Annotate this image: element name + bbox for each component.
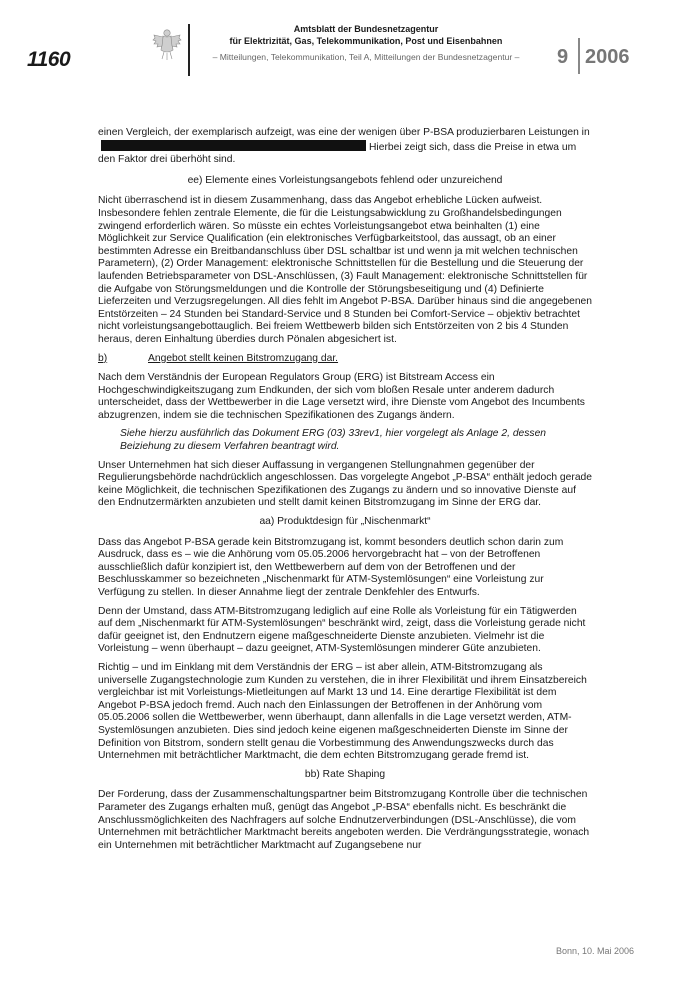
paragraph-atm-bitstream: Denn der Umstand, dass ATM-Bitstromzugang lediglich auf eine Rolle als Vorleistung für ein Tätigwerden auf dem „Nischenmarkt für ATM-Systemlösungen“ beschränkt wird, zeigt, dass die Vorleistung gerade nicht dafür geeignet ist, den Endnutzern eigene maßgeschneiderte Dienste anzubieten. Vielmehr ist die Vorleistung – wenn überhaupt – dazu geeignet, ATM-Systemlösungen minderer Güte anzubieten.	[98, 605, 586, 655]
section-label: b)	[98, 352, 108, 364]
paragraph-text: einen Vergleich, der exemplarisch aufzeigt, was eine der wenigen über P-BSA produzierbaren Leistungen in	[98, 127, 590, 138]
issue-divider	[578, 38, 580, 74]
paragraph-rate-shaping: Der Forderung, dass der Zusammenschaltungspartner beim Bitstromzugang Kontrolle über die technischen Parameter des Zugangs erhalten muß, genügt das Angebot „P-BSA“ ebenfalls nicht. Es beschränkt die Anschlussmöglichkeiten des Nachfragers auf solche Endnutzerverbindungen (DSL-Anschlüsse), die vom Unternehmen mit beträchtlicher Marktmacht bereits angeboten werden. Die Verdrängungsstrategie, wonach ein Unternehmen mit beträchtlicher Marktmacht auf Zugangsebene nur	[98, 789, 590, 851]
section-heading-b	[98, 353, 592, 366]
document-body	[98, 127, 592, 858]
subheading-aa: aa) Produktdesign für „Nischenmarkt“	[259, 516, 431, 528]
paragraph-price-comparison	[98, 127, 592, 167]
issue-number: 9	[557, 46, 569, 68]
paragraph-erg-definition: Nach dem Verständnis der European Regulators Group (ERG) ist Bitstream Access ein Hochgeschwindigkeitszugang zum Endkunden, der sich vom bloßen Resale unter anderem dadurch unterscheidet, dass der Wettbewerber in die Lage versetzt wird, ihre Dienste vom Angebot des Incumbents abzugrenzen, indem sie die technischen Spezifikationen des Zugangs ändern.	[98, 372, 585, 421]
gazette-section: – Mitteilungen, Telekommunikation, Teil A, Mitteilungen der Bundesnetzagentur –	[212, 52, 520, 62]
paragraph-text: Hierbei zeigt sich, dass die Preise in etwa um den Faktor drei überhöht sind.	[98, 141, 577, 166]
redaction-block	[101, 140, 366, 151]
gazette-subtitle: für Elektrizität, Gas, Telekommunikation, Post und Eisenbahnen	[229, 36, 503, 46]
subheading-ee: ee) Elemente eines Vorleistungsangebots fehlend oder unzureichend	[187, 174, 503, 186]
paragraph-missing-elements: Nicht überraschend ist in diesem Zusammenhang, dass das Angebot erhebliche Lücken aufweist. Insbesondere fehlen zentrale Elemente, die für die Leistungsabwicklung zu Großhandelsbedingungen zwingend erforderlich wären. So müsste ein echtes Vorleistungsangebot etwa beinhalten (1) eine Möglichkeit zur Service Qualification (ein elektronisches Verfügbarkeitstool, das aussagt, ob an einer bestimmten Adresse ein Breitbandanschluss über DSL schaltbar ist und wenn ja mit welchen technischen Parametern), (2) Order Management: elektronische Schnittstellen für die Bestellung und die Steuerung der laufenden Betriebsparameter von DSL-Anschlüssen, (3) Fault Management: elektronische Schnittstellen für die Aufgabe von Störungsmeldungen und die Kontrolle der Störungsbeseitigung und (4) Definierte Lieferzeiten und Verzugsregelungen. All dies fehlt im Angebot P-BSA. Darüber hinaus sind die angegebenen Entstörzeiten – 24 Stunden bei Standard-Service und 8 Stunden bei Comfort-Service – objektiv betrachtet nicht vorleistungsangebottauglich. Bei freiem Wettbewerb bilden sich Entstörzeiten von 2 bis 4 Stunden heraus, deren Einhaltung überdies durch Pönalen abgesichert ist.	[98, 195, 593, 345]
paragraph-company-position: Unser Unternehmen hat sich dieser Auffassung in vergangenen Stellungnahmen gegenüber der Regulierungsbehörde nachdrücklich angeschlossen. Das vorgelegte Angebot „P-BSA“ enthält jedoch gerade keine Möglichkeit, die technischen Spezifikationen des Zugangs zu ändern und so innovative Dienste auf den Endnutzermärkten anzubieten und stellt damit keinen Bitstromzugang im Sinne der ERG dar.	[98, 459, 592, 509]
paragraph-erg-understanding: Richtig – und im Einklang mit dem Verständnis der ERG – ist aber allein, ATM-Bitstromzugang als universelle Zugangstechnologie zum Kunden zu verstehen, die in ihrer Flexibilität und ihrem Einsatzbereich vergleichbar ist mit Vorleistungs-Mietleitungen auf Markt 13 und 14. Eine derartige Flexibilität ist dem Angebot P-BSA jedoch fremd. Auch nach den Einlassungen der Betroffenen in der Anhörung vom 05.05.2006 sollen die Wettbewerber, wenn überhaupt, dann allenfalls in die Lage versetzt werden, ATM-Systemlösungen anzubieten. Dies sind jedoch keine eigenen maßgeschneiderten Dienste im Sinne der Definition von Bitstrom, sondern stellt genau die Vorbestimmung des Anwendungszwecks durch das Unternehmen mit beträchtlicher Marktmacht, die dem echten Bitstromzugang gerade fremd ist.	[98, 661, 587, 762]
gazette-title: Amtsblatt der Bundesnetzagentur	[293, 24, 439, 34]
issue-year: 2006	[585, 46, 630, 68]
header-divider	[188, 24, 190, 76]
footer-place-date: Bonn, 10. Mai 2006	[555, 946, 634, 956]
page-number: 1160	[27, 48, 71, 71]
subheading-bb: bb) Rate Shaping	[304, 768, 386, 780]
section-title: Angebot stellt keinen Bitstromzugang dar.	[148, 352, 339, 364]
federal-eagle-icon	[152, 26, 182, 66]
paragraph-erg-reference: Siehe hierzu ausführlich das Dokument ERG (03) 33rev1, hier vorgelegt als Anlage 2, dessen Beiziehung zu diesem Verfahren beantragt wird.	[120, 428, 547, 453]
paragraph-niche-market: Dass das Angebot P-BSA gerade kein Bitstromzugang ist, kommt besonders deutlich schon darin zum Ausdruck, dass es – wie die Anhörung vom 05.05.2006 hervorgebracht hat – von der Betroffenen ausschließlich dafür konzipiert ist, den Wettbewerbern auf dem von der Betroffenen und der Beschlusskammer so bezeichneten „Nischenmarkt für ATM-Systemlösungen“ eine Vorleistung zur Verfügung zu stellen. In dieser Annahme liegt der zentrale Denkfehler des Entwurfs.	[98, 536, 564, 598]
